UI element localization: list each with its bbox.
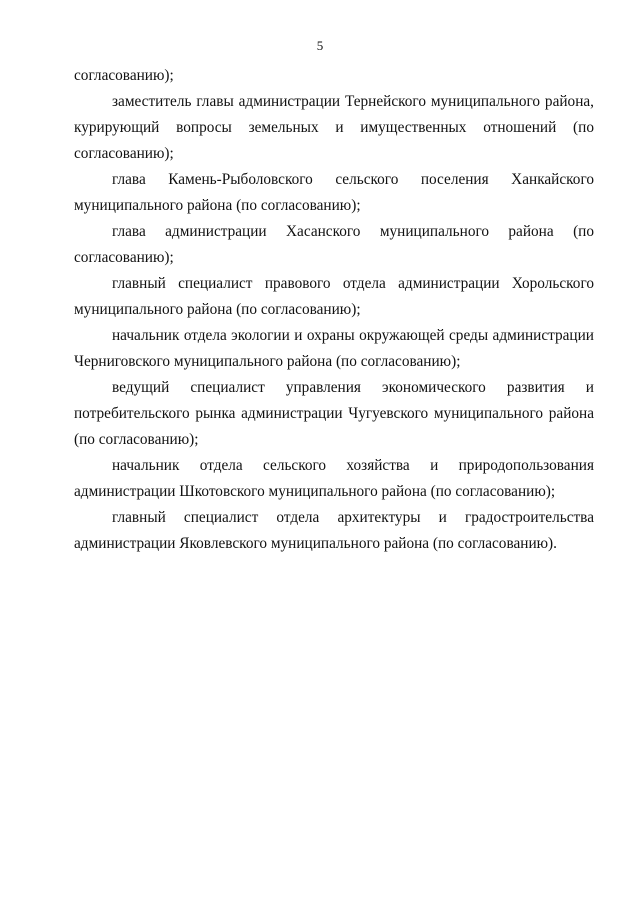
paragraph-terney: заместитель главы администрации Тернейского муниципального района, курирующий вопросы земельных и имущественных отношений (по согласованию); [74, 93, 594, 162]
paragraph-chuguev: ведущий специалист управления экономического развития и потребительского рынка администрации Чугуевского муниципального района (по согласованию); [74, 379, 594, 448]
page-number: 5 [316, 38, 324, 53]
paragraph-shkotov: начальник отдела сельского хозяйства и природопользования администрации Шкотовского муниципального района (по согласованию); [74, 457, 594, 500]
paragraph-continuation: согласованию); [74, 67, 174, 84]
paragraph-yakovlev: главный специалист отдела архитектуры и градостроительства администрации Яковлевского муниципального района (по согласованию). [74, 509, 594, 552]
document-body [74, 63, 594, 557]
paragraph-khorol: главный специалист правового отдела администрации Хорольского муниципального района (по согласованию); [74, 275, 594, 318]
paragraph-khasan: глава администрации Хасанского муниципального района (по согласованию); [74, 223, 594, 266]
paragraph-chernigov: начальник отдела экологии и охраны окружающей среды администрации Черниговского муниципального района (по согласованию); [74, 327, 594, 370]
paragraph-kamen-rybolov: глава Камень-Рыболовского сельского поселения Ханкайского муниципального района (по согласованию); [74, 171, 594, 214]
